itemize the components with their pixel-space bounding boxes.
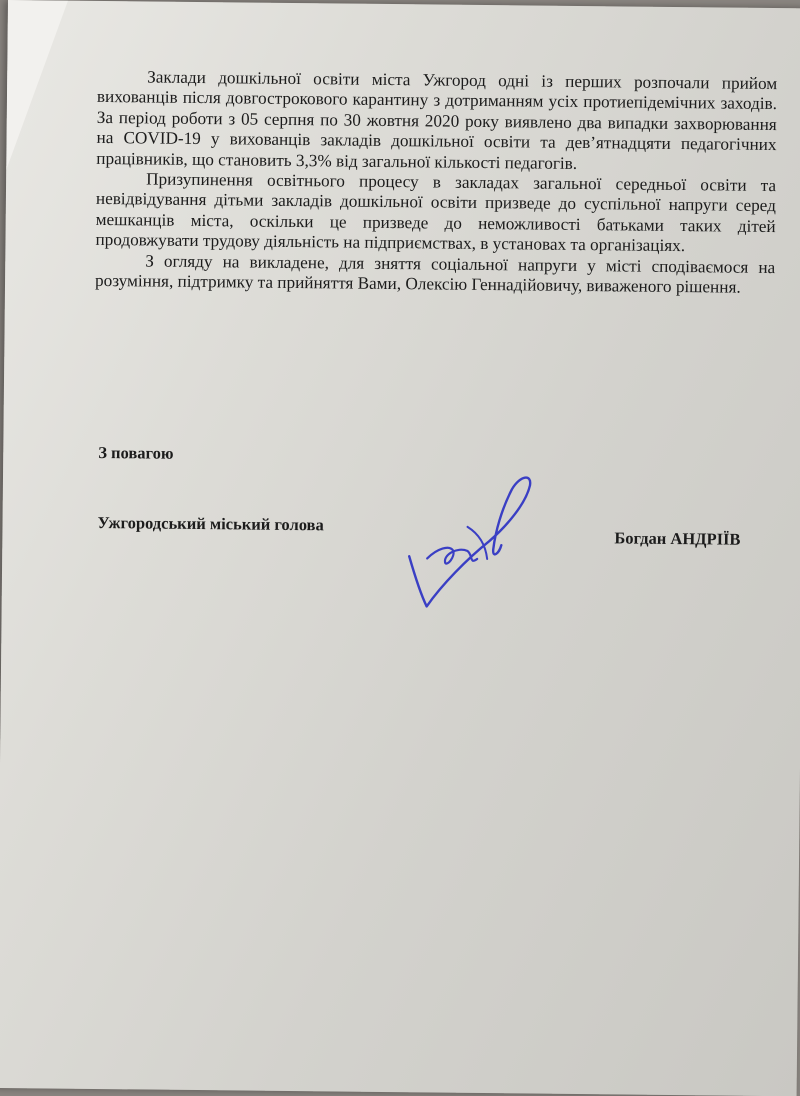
paragraph-kindergartens: Заклади дошкільної освіти міста Ужгород одні із перших розпочали прийом вихованців після довгострокового карантину з дотриманням усіх протиепідемічних заходів. За період роботи з 05 серпня по 30 жовтня 2020 року виявлено два випадки захворювання на COVID-19 у вихованців закладів дошкільної освіти та дев’ятнадцяти педагогічних працівників, що становить 3,3% від загальної кількості педагогів. xyxy=(96,67,778,173)
paragraph-request: З огляду на викладене, для зняття соціальної напруги у місті сподіваємося на розуміння, підтримку та прийняття Вами, Олексію Геннадійовичу, виваженого рішення. xyxy=(94,251,776,297)
paragraph-suspension: Призупинення освітнього процесу в закладах загальної середньої освіти та невідвідування дітьми закладів дошкільної освіти призведе до суспільної напруги серед мешканців міста, оскільки це призведе до неможливості батьками таких дітей продовжувати трудову діяльність на підприємствах, в установах та організаціях. xyxy=(95,169,777,256)
handwritten-signature xyxy=(397,466,549,618)
signatory-title: Ужгородський міський голова xyxy=(97,512,324,535)
page-corner-fold xyxy=(6,0,68,171)
closing-phrase: З повагою xyxy=(98,442,174,463)
letter-body xyxy=(95,67,777,299)
signatory-name: Богдан АНДРІЇВ xyxy=(614,528,741,549)
